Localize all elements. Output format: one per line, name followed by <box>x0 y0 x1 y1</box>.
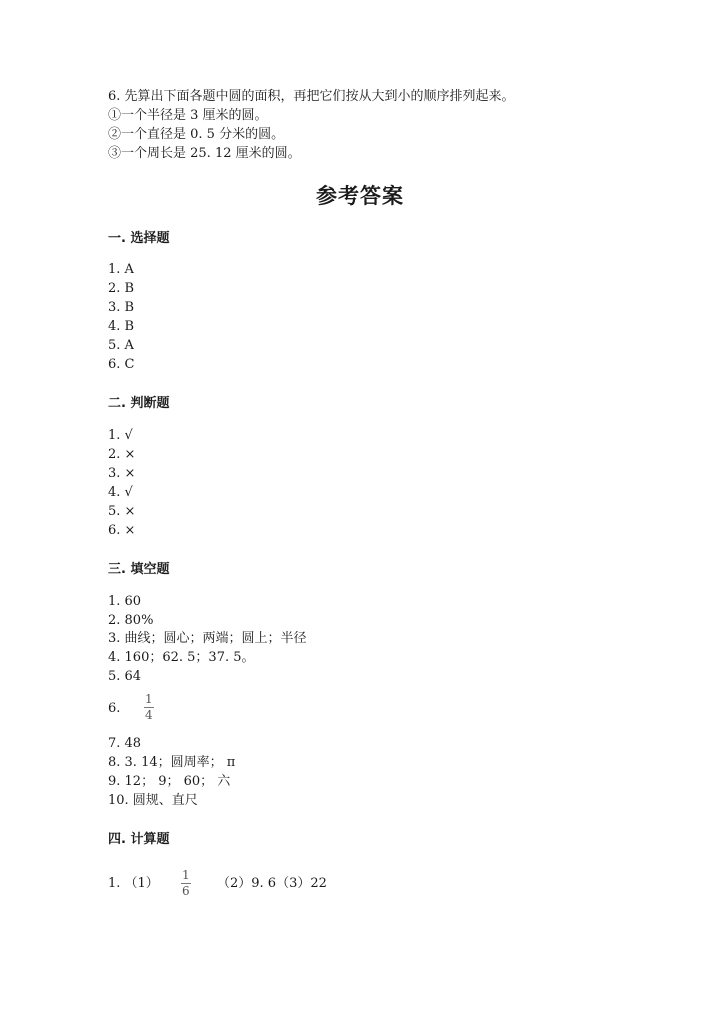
fraction-denominator: 4 <box>145 708 153 722</box>
choice-answer-4: 4. B <box>108 319 135 334</box>
choice-answer-3: 3. B <box>108 300 135 315</box>
calc-answer-fraction <box>181 869 191 898</box>
fill-answer-8: 8. 3. 14；圆周率； π <box>108 755 236 770</box>
section-heading-choice: 一. 选择题 <box>108 231 170 246</box>
fill-answer-1: 1. 60 <box>108 594 142 609</box>
choice-answer-2: 2. B <box>108 281 135 296</box>
fill-answer-3: 3. 曲线；圆心；两端；圆上；半径 <box>108 631 307 646</box>
fill-answer-6-label: 6. <box>108 701 121 716</box>
section-heading-judge: 二. 判断题 <box>108 396 170 411</box>
judge-answer-4: 4. √ <box>108 485 133 500</box>
answer-title: 参考答案 <box>316 184 404 208</box>
judge-answer-5: 5. × <box>108 504 136 519</box>
judge-answer-2: 2. × <box>108 447 136 462</box>
question-6-item-1: ①一个半径是 3 厘米的圆。 <box>108 108 268 123</box>
question-6-item-3: ③一个周长是 25. 12 厘米的圆。 <box>108 146 301 161</box>
fill-answer-9: 9. 12； 9； 60； 六 <box>108 774 231 789</box>
fill-answer-5: 5. 64 <box>108 669 142 684</box>
fill-answer-2: 2. 80% <box>108 613 154 628</box>
choice-answer-5: 5. A <box>108 338 134 353</box>
fraction-numerator: 1 <box>182 868 190 882</box>
judge-answer-3: 3. × <box>108 466 136 481</box>
section-heading-calc: 四. 计算题 <box>108 832 170 847</box>
calc-answer-prefix: 1. （1） <box>108 876 159 891</box>
fill-answer-7: 7. 48 <box>108 736 142 751</box>
fraction-denominator: 6 <box>182 884 190 898</box>
fill-answer-4: 4. 160；62. 5；37. 5。 <box>108 650 255 665</box>
choice-answer-1: 1. A <box>108 262 134 277</box>
judge-answer-6: 6. × <box>108 523 136 538</box>
fill-answer-10: 10. 圆规、直尺 <box>108 793 198 808</box>
question-6-stem: 6. 先算出下面各题中圆的面积，再把它们按从大到小的顺序排列起来。 <box>108 89 515 104</box>
section-heading-fill: 三. 填空题 <box>108 562 170 577</box>
question-6-item-2: ②一个直径是 0. 5 分米的圆。 <box>108 127 285 142</box>
calc-answer-suffix: （2）9. 6（3）22 <box>217 876 327 891</box>
fraction-numerator: 1 <box>145 692 153 706</box>
choice-answer-6: 6. C <box>108 357 135 372</box>
fill-answer-6-fraction <box>144 693 154 722</box>
judge-answer-1: 1. √ <box>108 428 133 443</box>
